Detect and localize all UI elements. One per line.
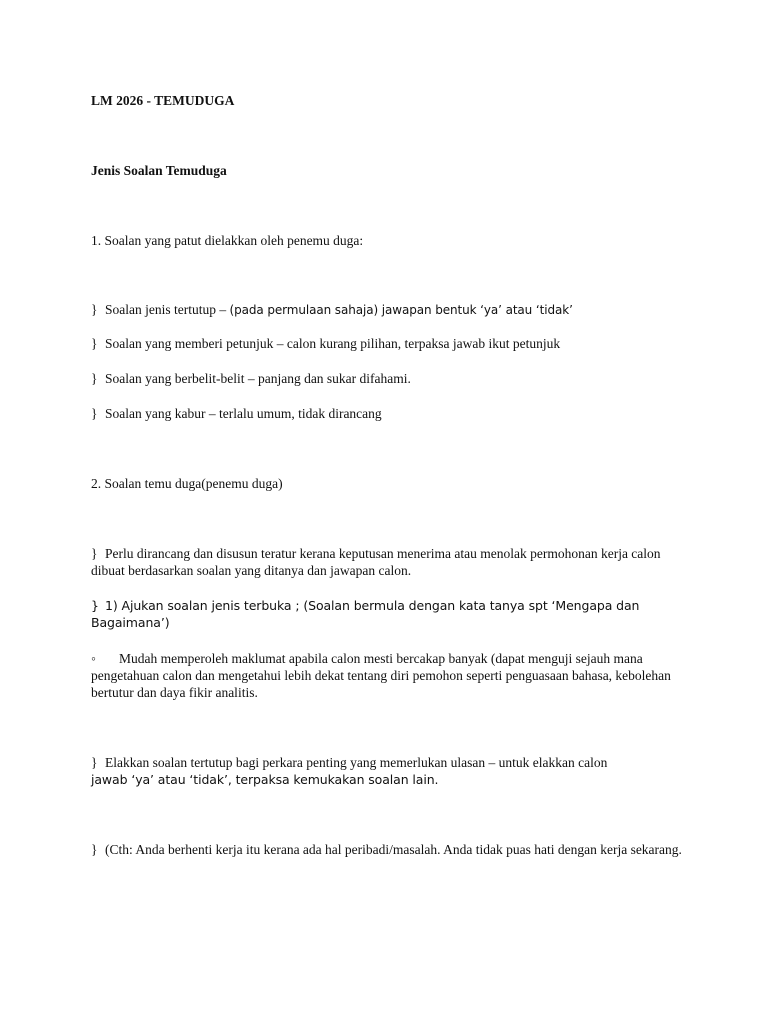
paragraph [91,545,691,579]
document-title: LM 2026 - TEMUDUGA [91,93,235,108]
paragraph-text: Mudah memperoleh maklumat apabila calon mesti bercakap banyak (dapat menguji sejauh mana pengetahuan calon dan mengetahui lebih dekat tentang diri pemohon seperti penguasaan bahasa, kebolehan bertutur dan daya fikir analitis. [91,651,671,700]
bullet-icon: } [91,546,98,561]
list-item [91,301,573,319]
section1-heading: 1. Soalan yang patut dielakkan oleh penemu duga: [91,233,364,248]
section2-heading: 2. Soalan temu duga(penemu duga) [91,476,283,491]
paragraph-text: (Cth: Anda berhenti kerja itu kerana ada hal peribadi/masalah. Anda tidak puas hati dengan kerja sekarang. [105,842,682,857]
bullet-icon: } [91,371,98,386]
bullet-icon: } [91,755,98,770]
list-item [91,370,411,387]
list-item-text: Soalan jenis tertutup – [105,302,230,317]
list-item-text: Soalan yang memberi petunjuk – calon kurang pilihan, terpaksa jawab ikut petunjuk [105,336,561,351]
bullet-icon: } [91,842,98,857]
paragraph-text: Perlu dirancang dan disusun teratur kerana keputusan menerima atau menolak permohonan kerja calon dibuat berdasarkan soalan yang ditanya dan jawapan calon. [91,546,661,578]
list-item [91,405,382,422]
circle-bullet-icon: ◦ [91,651,96,666]
bullet-icon: } [91,336,98,351]
bullet-icon: } [91,406,98,421]
list-item-text-continuation: (pada permulaan sahaja) jawapan bentuk ‘ya’ atau ‘tidak’ [229,303,573,317]
paragraph-text: Elakkan soalan tertutup bagi perkara penting yang memerlukan ulasan – untuk elakkan calon [105,755,608,770]
list-item-text: Soalan yang kabur – terlalu umum, tidak dirancang [105,406,382,421]
paragraph-line [91,754,607,771]
paragraph [91,650,691,701]
bullet-icon: } [91,302,98,317]
paragraph-text: 1) Ajukan soalan jenis terbuka ; (Soalan bermula dengan kata tanya spt ‘Mengapa dan Bagaimana’) [91,598,640,630]
paragraph [91,597,691,631]
bullet-icon: } [91,598,99,613]
list-item [91,335,560,352]
paragraph-line: jawab ‘ya’ atau ‘tidak’, terpaksa kemukakan soalan lain. [91,772,439,787]
list-item-text: Soalan yang berbelit-belit – panjang dan sukar difahami. [105,371,411,386]
paragraph [91,841,691,858]
document-subtitle: Jenis Soalan Temuduga [91,163,227,178]
